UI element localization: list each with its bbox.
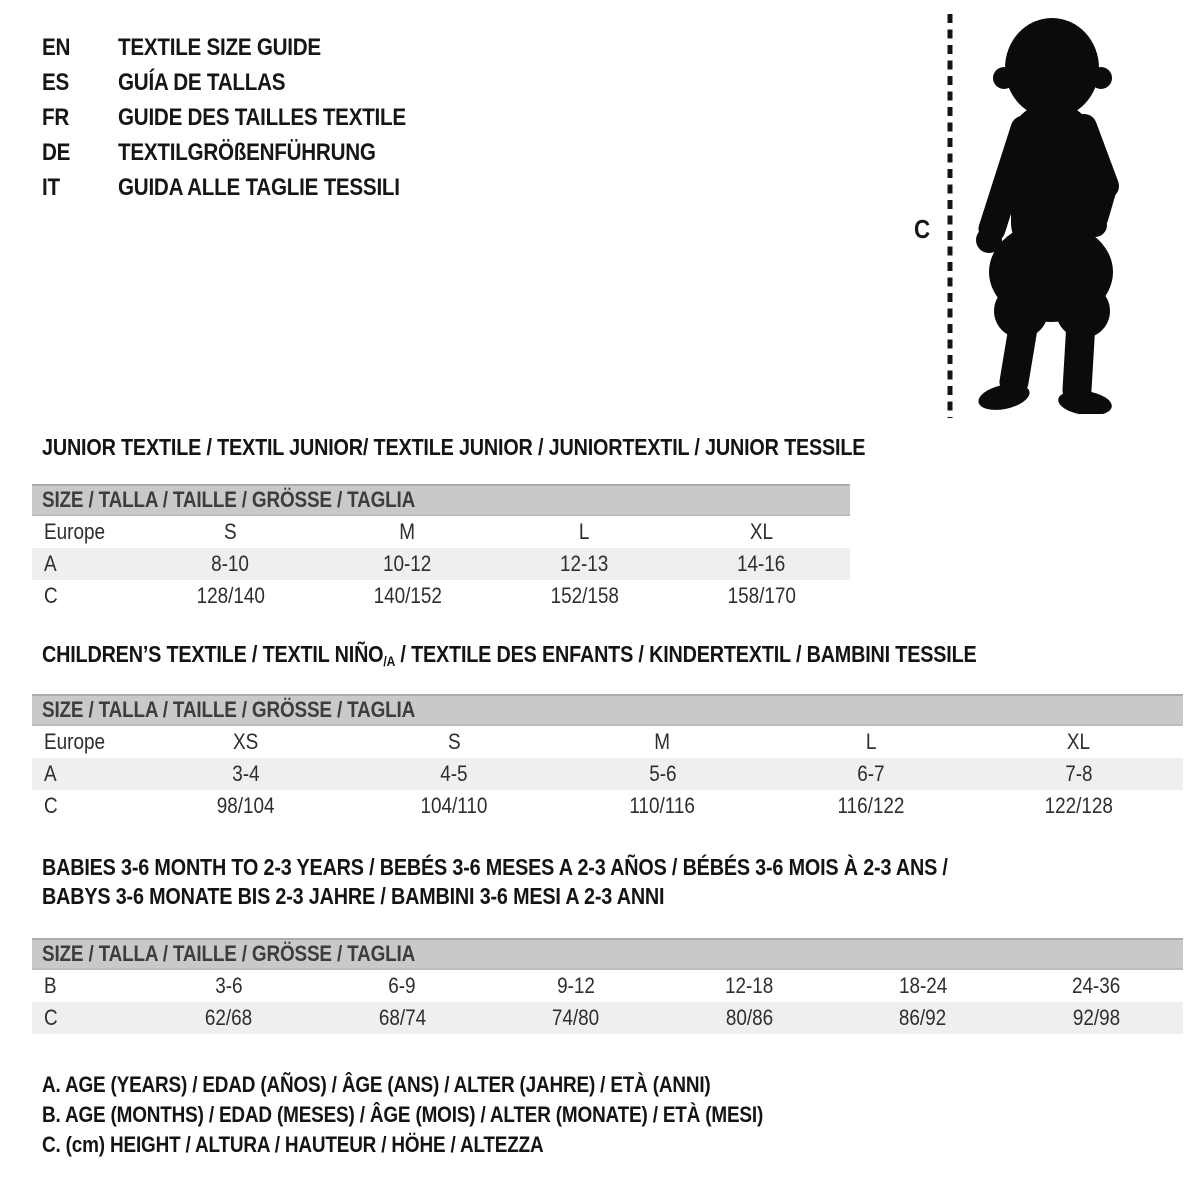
table-cell [316,973,490,999]
cell-text: 92/98 [1072,1005,1120,1030]
language-code-label: ES [42,68,70,96]
table-row-height [32,790,1183,822]
table-cell [767,729,975,755]
language-code [42,34,118,62]
cell-text: 104/110 [420,793,488,818]
cell-text: 3-4 [232,761,260,786]
legend-notes [42,1070,880,1160]
row-label [32,583,142,609]
cell-text: 3-6 [215,973,243,998]
children-section-title-label [42,641,977,668]
legend-line-b-text: B. AGE (MONTHS) / EDAD (MESES) / ÂGE (MOIS) / ALTER (MONATE) / ETÀ (MESI) [42,1102,764,1127]
cell-text: 122/128 [1044,793,1114,818]
size-header-band [32,484,850,516]
table-cell [558,761,766,787]
table-row-europe [32,516,850,548]
row-label [32,973,142,999]
cell-text: 80/86 [725,1005,773,1030]
row-label [32,729,142,755]
cell-text: 14-16 [737,551,786,576]
cell-text: 158/170 [727,583,796,608]
table-cell [673,551,850,577]
row-label-text: A [44,551,57,576]
cell-text: 74/80 [552,1005,600,1030]
cell-text: 6-7 [857,761,885,786]
table-row-europe [32,726,1183,758]
legend-line-c-text: C. (cm) HEIGHT / ALTURA / HAUTEUR / HÖHE / ALTEZZA [42,1132,544,1157]
table-cell [558,729,766,755]
table-cell [350,761,558,787]
cell-text: XL [1067,729,1091,754]
children-size-table [32,694,1183,822]
cell-text: 10-12 [383,551,432,576]
children-title-prefix: CHILDREN’S TEXTILE / TEXTIL NIÑO [42,641,384,667]
table-cell [975,729,1183,755]
cell-text: 116/122 [837,793,905,818]
table-cell [836,1005,1010,1031]
language-code [42,104,118,132]
table-cell [142,551,319,577]
row-label-text: C [44,583,58,608]
language-title-label: GUIDE DES TAILLES TEXTILE [118,103,406,131]
children-section-title [42,641,1129,668]
row-label [32,519,142,545]
children-title-suffix: / TEXTILE DES ENFANTS / KINDERTEXTIL / BAMBINI TESSILE [395,641,977,667]
table-cell [663,973,837,999]
cell-text: 18-24 [898,973,947,998]
cell-text: M [399,519,416,544]
cell-text: 4-5 [440,761,468,786]
table-cell [767,793,975,819]
table-row-age [32,758,1183,790]
language-code-label: EN [42,33,71,61]
row-label [32,793,142,819]
table-cell [316,1005,490,1031]
legend-line-a [42,1070,880,1100]
height-measure-letter: C [914,214,931,244]
babies-title-line2: BABYS 3-6 MONATE BIS 2-3 JAHRE / BAMBINI 3-6 MESI A 2-3 ANNI [42,883,665,909]
cell-text: 128/140 [196,583,265,608]
language-code-label: IT [42,173,60,201]
table-cell [558,793,766,819]
table-cell [673,519,850,545]
babies-size-table [32,938,1183,1034]
language-title-label: TEXTILE SIZE GUIDE [118,33,321,61]
table-cell [836,973,1010,999]
cell-text: 8-10 [211,551,250,576]
table-cell [142,761,350,787]
babies-title-line1: BABIES 3-6 MONTH TO 2-3 YEARS / BEBÉS 3-6 MESES A 2-3 AÑOS / BÉBÉS 3-6 MOIS À 2-3 ANS / [42,854,948,880]
cell-text: L [865,729,876,754]
cell-text: S [447,729,461,754]
table-cell [673,583,850,609]
cell-text: 12-13 [560,551,609,576]
cell-text: 86/92 [899,1005,947,1030]
table-cell [489,973,663,999]
table-row-months [32,970,1183,1002]
language-code-label: DE [42,138,71,166]
row-label-text: C [44,1005,58,1030]
language-row [42,170,453,205]
legend-line-a-text: A. AGE (YEARS) / EDAD (AÑOS) / ÂGE (ANS) / ALTER (JAHRE) / ETÀ (ANNI) [42,1072,711,1097]
cell-text: 110/116 [629,793,696,818]
size-header-band [32,938,1183,970]
table-cell [350,729,558,755]
legend-line-c [42,1130,880,1160]
language-row [42,65,453,100]
cell-text: 12-18 [725,973,774,998]
table-cell [496,519,673,545]
language-row [42,135,453,170]
language-title [118,139,418,167]
language-title-label: TEXTILGRÖßENFÜHRUNG [118,138,376,166]
cell-text: 5-6 [648,761,677,786]
table-cell [975,761,1183,787]
row-label-text: A [44,761,57,786]
cell-text: 140/152 [373,583,442,608]
cell-text: 98/104 [217,793,276,818]
language-title [118,174,446,202]
size-header-label: SIZE / TALLA / TAILLE / GRÖSSE / TAGLIA [42,487,416,512]
language-title-label: GUÍA DE TALLAS [118,68,286,96]
table-row-age [32,548,850,580]
babies-section-title [42,853,1095,911]
table-cell [142,1005,316,1031]
toddler-silhouette-icon [964,14,1134,414]
table-cell [319,519,496,545]
junior-section-title-label: JUNIOR TEXTILE / TEXTIL JUNIOR/ TEXTILE JUNIOR / JUNIORTEXTIL / JUNIOR TESSILE [42,434,866,460]
cell-text: L [579,519,590,544]
row-label [32,551,142,577]
table-row-height [32,1002,1183,1034]
cell-text: 6-9 [388,973,416,998]
language-title-label: GUIDA ALLE TAGLIE TESSILI [118,173,400,201]
row-label-text: C [44,793,58,818]
language-row [42,30,453,65]
language-title [118,104,453,132]
table-cell [142,729,350,755]
cell-text: XL [749,519,774,544]
row-label-text: Europe [44,729,106,754]
language-code [42,69,118,97]
table-cell [142,519,319,545]
cell-text: 152/158 [550,583,619,608]
cell-text: 68/74 [378,1005,426,1030]
language-title [118,34,354,62]
size-header-band [32,694,1183,726]
cell-text: 9-12 [556,973,595,998]
row-label-text: Europe [44,519,106,544]
language-code [42,139,118,167]
table-cell [489,1005,663,1031]
table-cell [496,551,673,577]
table-row-height [32,580,850,612]
table-cell [1010,973,1184,999]
table-cell [663,1005,837,1031]
height-measure-label [914,214,933,245]
cell-text: S [224,519,237,544]
cell-text: XS [233,729,259,754]
height-measure-figure [900,0,1180,432]
table-cell [767,761,975,787]
language-title [118,69,312,97]
table-cell [319,583,496,609]
table-cell [1010,1005,1184,1031]
table-cell [496,583,673,609]
table-cell [142,583,319,609]
language-code-label: FR [42,103,70,131]
language-row [42,100,453,135]
table-cell [350,793,558,819]
size-header-label: SIZE / TALLA / TAILLE / GRÖSSE / TAGLIA [42,697,416,722]
junior-size-table [32,484,850,612]
cell-text: 7-8 [1065,761,1093,786]
size-header-label: SIZE / TALLA / TAILLE / GRÖSSE / TAGLIA [42,941,416,966]
height-dashed-line [942,8,958,424]
language-code [42,174,118,202]
row-label [32,1005,142,1031]
table-cell [142,973,316,999]
cell-text: M [654,729,671,754]
children-title-subscript: /A [383,653,396,669]
cell-text: 62/68 [205,1005,253,1030]
junior-section-title [42,434,999,461]
row-label [32,761,142,787]
table-cell [142,793,350,819]
language-title-list [42,30,453,205]
table-cell [319,551,496,577]
cell-text: 24-36 [1072,973,1121,998]
legend-line-b [42,1100,880,1130]
row-label-text: B [44,973,57,998]
table-cell [975,793,1183,819]
